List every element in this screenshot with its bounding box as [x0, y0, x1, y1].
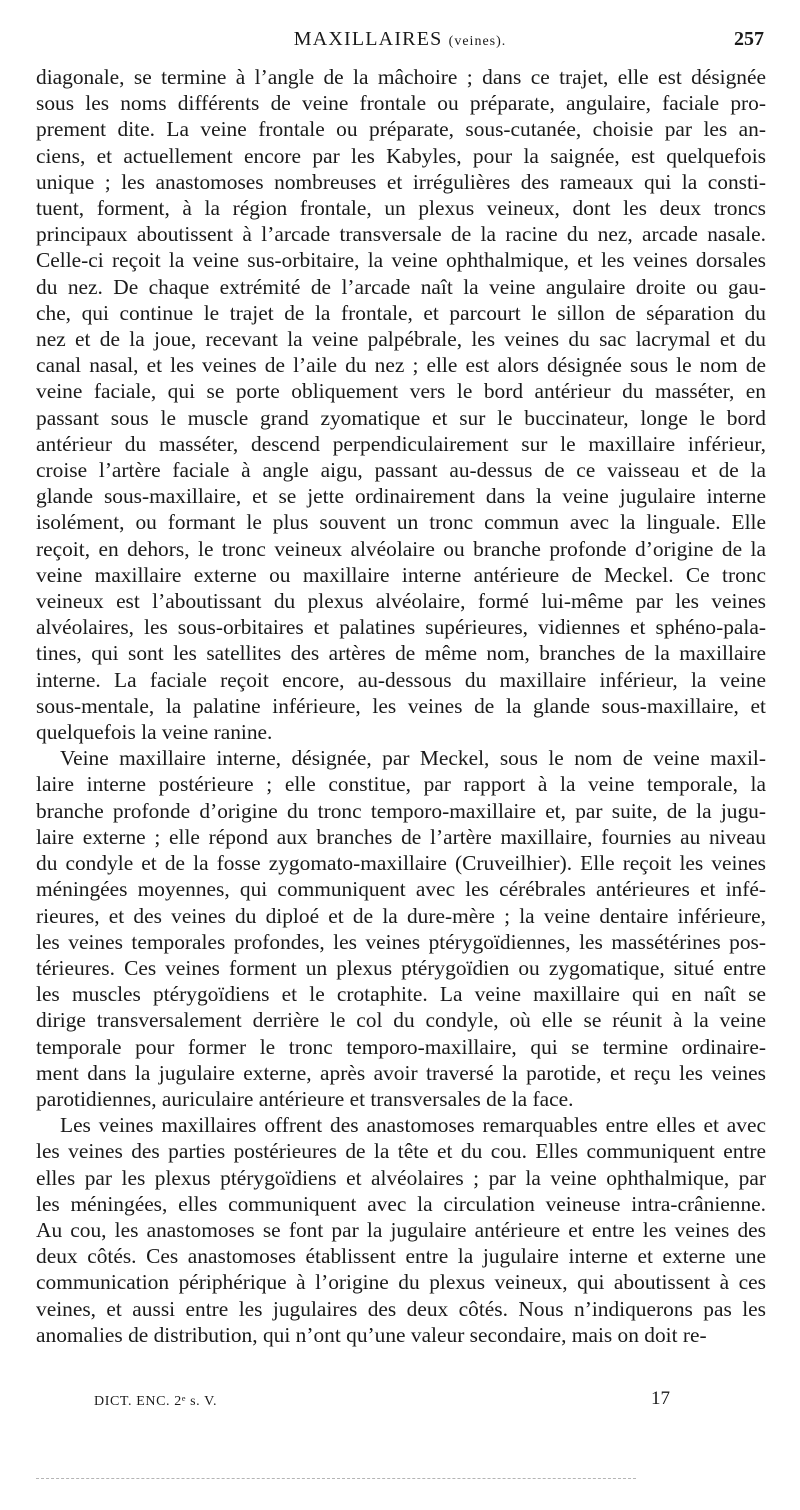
running-title: [36, 28, 764, 51]
text-line: les méningées, elles communiquent avec la circulation veineuse intra-crânienne.: [36, 1191, 766, 1216]
text-line: quelquefois la veine ranine.: [36, 720, 273, 745]
text-line: unique ; les anastomoses nombreuses et irrégulières des rameaux qui la consti-: [36, 169, 766, 194]
text-line: parotidiennes, auriculaire antérieure et transversales de la face.: [36, 1086, 574, 1111]
text-line: les muscles ptérygoïdiens et le crotaphite. La veine maxillaire qui en naît se: [36, 982, 766, 1007]
text-line: du condyle et de la fosse zygomato-maxillaire (Cruveilhier). Elle reçoit les veines: [36, 851, 766, 876]
text-line: les veines temporales profondes, les veines ptérygoïdiennes, les massétérines pos-: [36, 929, 766, 954]
text-line: temporale pour former le tronc temporo-maxillaire, qui se termine ordinaire-: [36, 1034, 766, 1059]
text-line: Au cou, les anastomoses se font par la jugulaire antérieure et entre les veines des: [36, 1217, 766, 1242]
text-line: Les veines maxillaires offrent des anastomoses remarquables entre elles et avec: [60, 1113, 766, 1138]
text-line: sous les noms différents de veine frontale ou préparate, angulaire, faciale pro-: [36, 91, 766, 116]
text-line: anomalies de distribution, qui n’ont qu’une valeur secondaire, mais on doit re-: [36, 1322, 707, 1347]
running-title-sub: (veines).: [448, 34, 507, 49]
text-line: sous-mentale, la palatine inférieure, les veines de la glande sous-maxillaire, et: [36, 693, 766, 718]
text-line: rieures, et des veines du diploé et de la dure-mère ; la veine dentaire inférieure,: [36, 903, 766, 928]
text-line: prement dite. La veine frontale ou préparate, sous-cutanée, choisie par les an-: [36, 117, 766, 142]
text-line: deux côtés. Ces anastomoses établissent entre la jugulaire interne et externe une: [36, 1244, 766, 1269]
text-line: du nez. De chaque extrémité de l’arcade naît la veine angulaire droite ou gau-: [36, 274, 766, 299]
text-line: ciens, et actuellement encore par les Kabyles, pour la saignée, est quelquefois: [36, 143, 766, 168]
text-line: glande sous-maxillaire, et se jette ordinairement dans la veine jugulaire interne: [36, 484, 766, 509]
text-line: Veine maxillaire interne, désignée, par Meckel, sous le nom de veine maxil-: [60, 746, 766, 771]
text-line: veines, et aussi entre les jugulaires des deux côtés. Nous n’indiquerons pas les: [36, 1296, 766, 1321]
text-line: térieures. Ces veines forment un plexus ptérygoïdien ou zygomatique, situé entre: [36, 955, 766, 980]
text-line: canal nasal, et les veines de l’aile du nez ; elle est alors désignée sous le nom de: [36, 353, 766, 378]
text-line: tuent, forment, à la région frontale, un plexus veineux, dont les deux troncs: [36, 196, 766, 221]
text-line: isolément, ou formant le plus souvent un tronc commun avec la linguale. Elle: [36, 510, 766, 535]
text-line: interne. La faciale reçoit encore, au-dessous du maxillaire inférieur, la veine: [36, 667, 766, 692]
text-line: tines, qui sont les satellites des artères de même nom, branches de la maxillaire: [36, 641, 766, 666]
text-line: diagonale, se termine à l’angle de la mâchoire ; dans ce trajet, elle est désignée: [36, 65, 766, 89]
text-line: veine faciale, qui se porte obliquement vers le bord antérieur du masséter, en: [36, 379, 766, 404]
text-line: branche profonde d’origine du tronc temporo-maxillaire et, par suite, de la jugu-: [36, 798, 766, 823]
page-footer: [36, 1388, 764, 1418]
scan-edge-artifact: [36, 1478, 636, 1479]
text-line: méningées moyennes, qui communiquent avec les cérébrales antérieures et infé-: [36, 877, 766, 902]
text-line: les veines des parties postérieures de la tête et du cou. Elles communiquent entre: [36, 1139, 766, 1164]
text-line: alvéolaires, les sous-orbitaires et palatines supérieures, vidiennes et sphéno-pala-: [36, 615, 766, 640]
text-line: veine maxillaire externe ou maxillaire interne antérieure de Meckel. Ce tronc: [36, 562, 766, 587]
page-number: 257: [734, 28, 764, 50]
text-line: Celle-ci reçoit la veine sus-orbitaire, la veine ophthalmique, et les veines dorsales: [36, 248, 766, 273]
body-text: [36, 64, 766, 1348]
text-line: antérieur du masséter, descend perpendiculairement sur le maxillaire inférieur,: [36, 431, 766, 456]
page-header: [36, 28, 764, 58]
text-line: laire interne postérieure ; elle constitue, par rapport à la veine temporale, la: [36, 772, 766, 797]
text-line: croise l’artère faciale à angle aigu, passant au-dessus de ce vaisseau et de la: [36, 458, 766, 483]
sheet-number: 17: [651, 1388, 670, 1409]
text-line: passant sous le muscle grand zyomatique et sur le buccinateur, longe le bord: [36, 405, 766, 430]
text-line: principaux aboutissent à l’arcade transversale de la racine du nez, arcade nasale.: [36, 222, 766, 247]
text-line: communication périphérique à l’origine du plexus veineux, qui aboutissent à ces: [36, 1270, 766, 1295]
text-line: reçoit, en dehors, le tronc veineux alvéolaire ou branche profonde d’origine de la: [36, 536, 766, 561]
text-line: che, qui continue le trajet de la frontale, et parcourt le sillon de séparation du: [36, 300, 766, 325]
running-title-main: MAXILLAIRES: [293, 28, 443, 50]
text-line: veineux est l’aboutissant du plexus alvéolaire, formé lui-même par les veines: [36, 589, 766, 614]
printer-signature: DICT. ENC. 2ᵉ s. V.: [94, 1394, 218, 1409]
text-line: dirige transversalement derrière le col du condyle, où elle se réunit à la veine: [36, 1008, 766, 1033]
text-line: ment dans la jugulaire externe, après avoir traversé la parotide, et reçu les veines: [36, 1060, 766, 1085]
text-line: nez et de la joue, recevant la veine palpébrale, les veines du sac lacrymal et du: [36, 327, 766, 352]
text-line: laire externe ; elle répond aux branches de l’artère maxillaire, fournies au niveau: [36, 824, 766, 849]
text-line: elles par les plexus ptérygoïdiens et alvéolaires ; par la veine ophthalmique, par: [36, 1165, 766, 1190]
